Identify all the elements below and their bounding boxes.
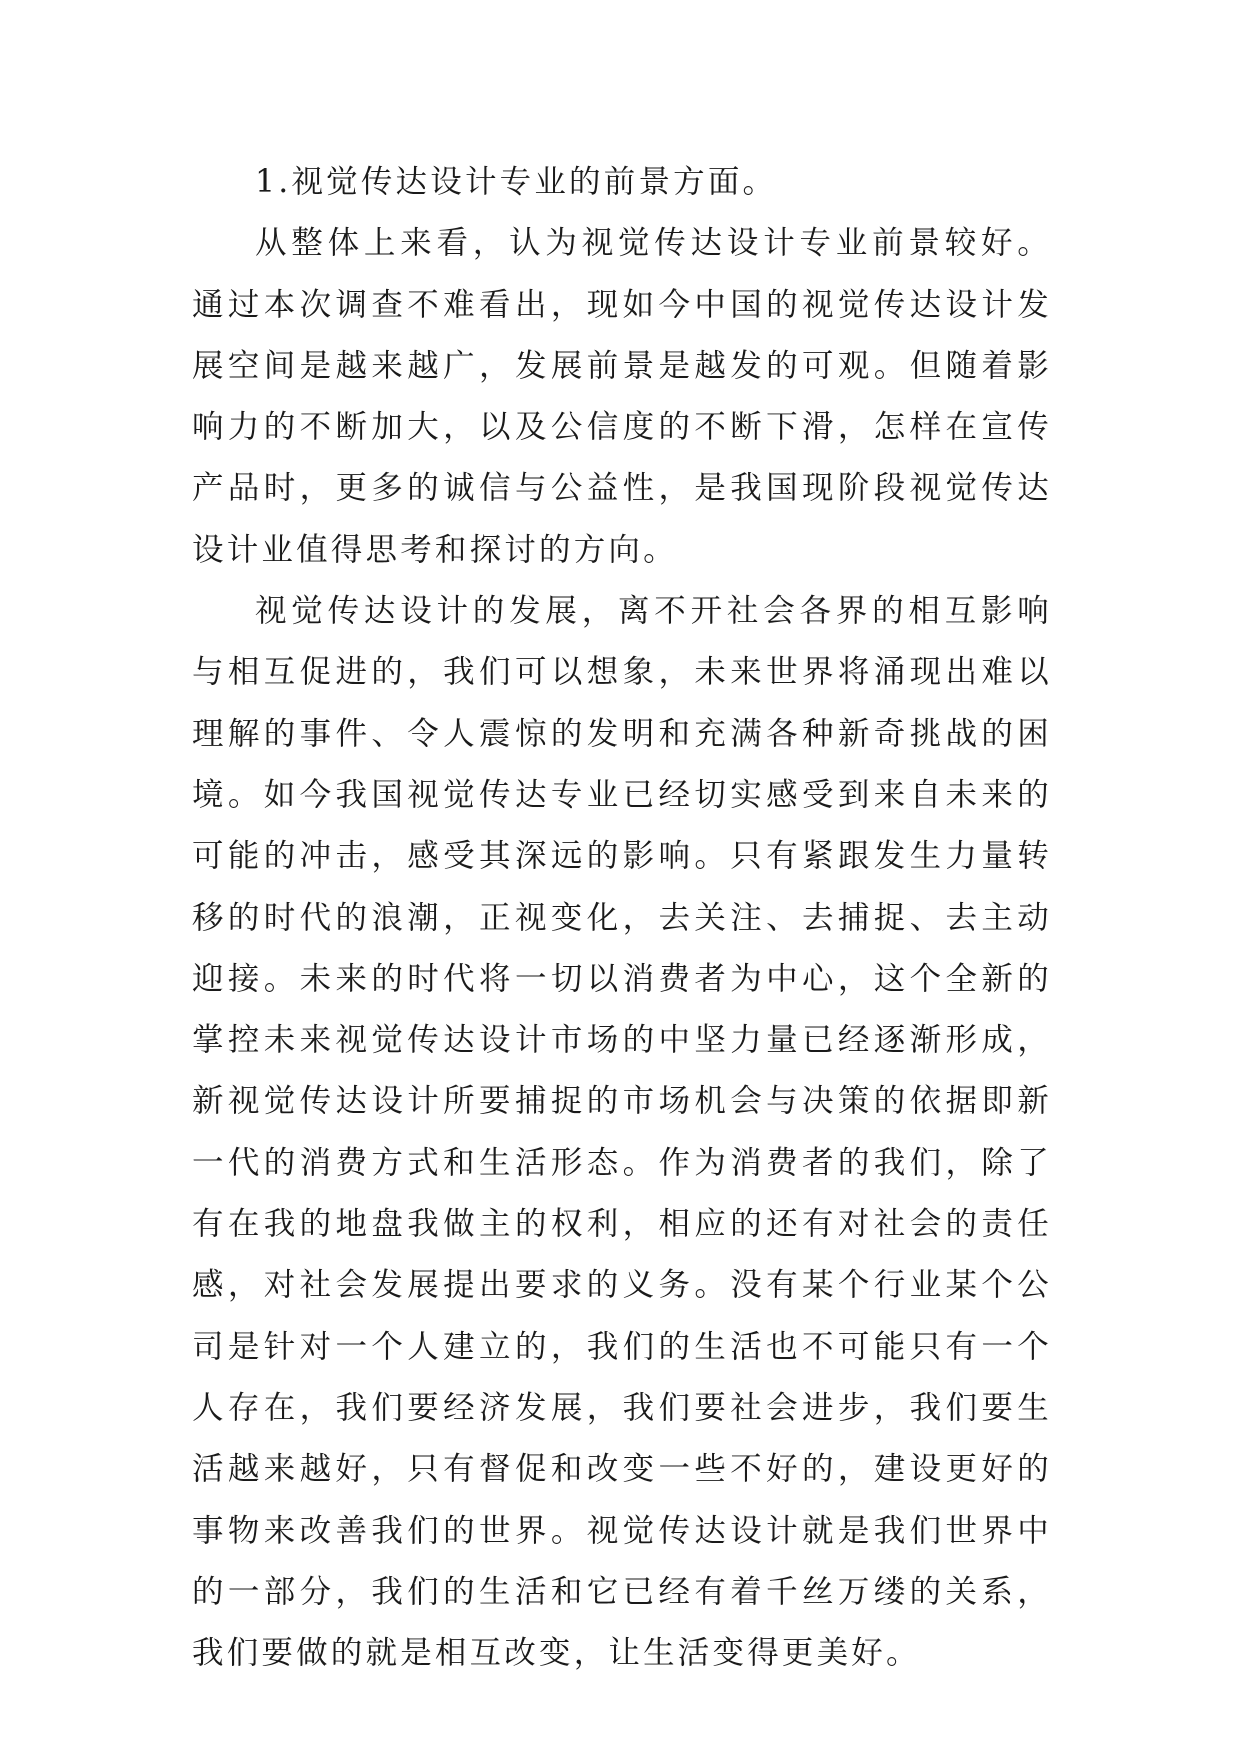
section-heading: 1.视觉传达设计专业的前景方面。 — [255, 164, 778, 200]
paragraph-prospects: 从整体上来看，认为视觉传达设计专业前景较好。通过本次调查不难看出，现如今中国的视觉传达设计发展空间是越来越广，发展前景是越发的可观。但随着影响力的不断加大，以及公信度的不断下滑，怎样在宣传产品时，更多的诚信与公益性，是我国现阶段视觉传达设计业值得思考和探讨的方向。 — [192, 225, 1052, 568]
paragraph-development: 视觉传达设计的发展，离不开社会各界的相互影响与相互促进的，我们可以想象，未来世界将涌现出难以理解的事件、令人震惊的发明和充满各种新奇挑战的困境。如今我国视觉传达专业已经切实感受到来自未来的可能的冲击，感受其深远的影响。只有紧跟发生力量转移的时代的浪潮，正视变化，去关注、去捕捉、去主动迎接。未来的时代将一切以消费者为中心，这个全新的掌控未来视觉传达设计市场的中坚力量已经逐渐形成，新视觉传达设计所要捕捉的市场机会与决策的依据即新一代的消费方式和生活形态。作为消费者的我们，除了有在我的地盘我做主的权利，相应的还有对社会的责任感，对社会发展提出要求的义务。没有某个行业某个公司是针对一个人建立的，我们的生活也不可能只有一个人存在，我们要经济发展，我们要社会进步，我们要生活越来越好，只有督促和改变一些不好的，建设更好的事物来改善我们的世界。视觉传达设计就是我们世界中的一部分，我们的生活和它已经有着千丝万缕的关系，我们要做的就是相互改变，让生活变得更美好。 — [192, 593, 1052, 1672]
document-body — [192, 152, 1052, 1684]
